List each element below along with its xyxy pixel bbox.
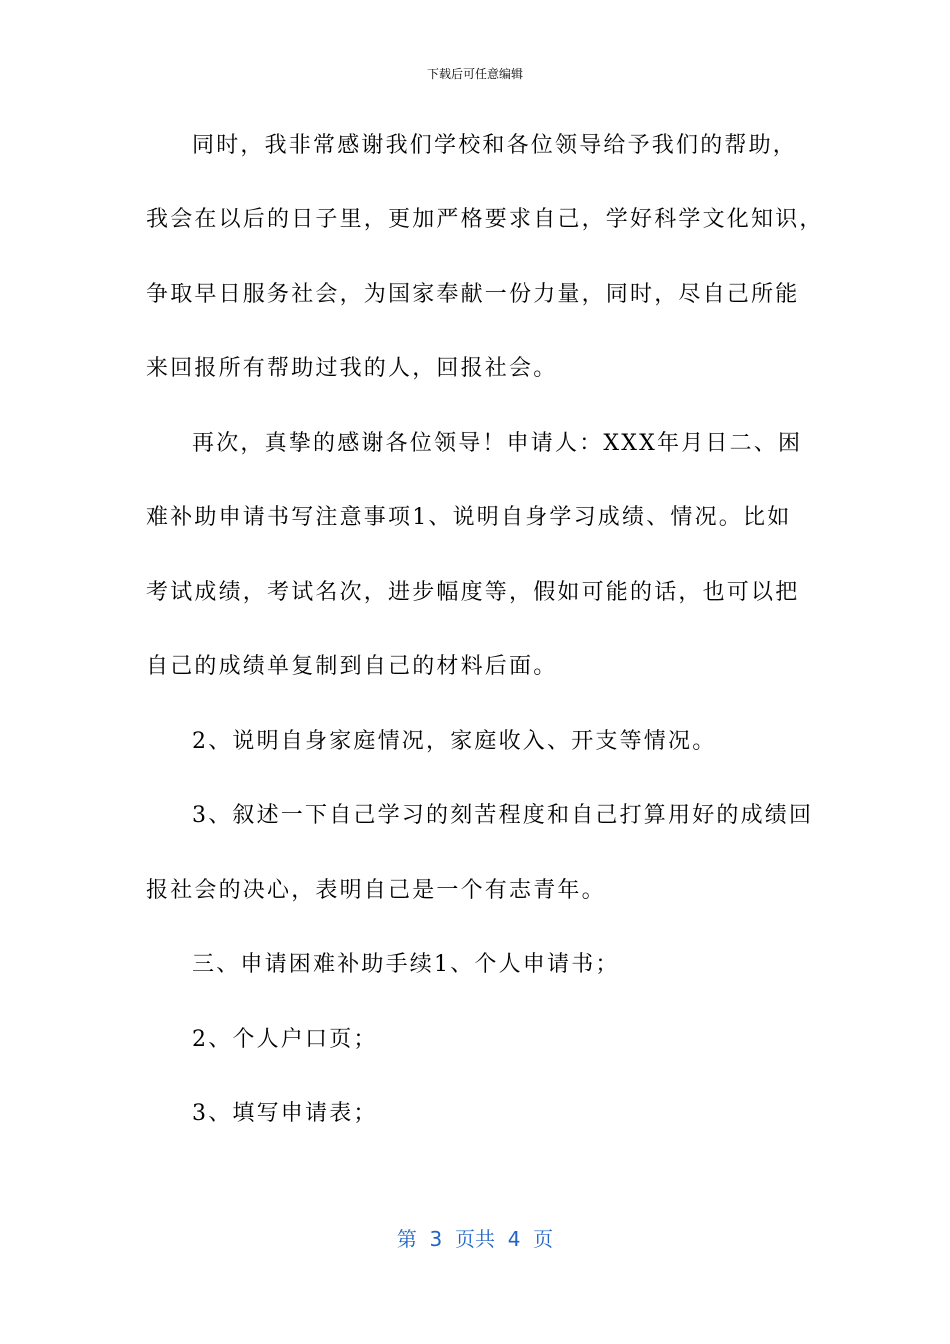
text-line: 2、说明自身家庭情况，家庭收入、开支等情况。 [192,729,717,754]
page-header: 下载后可任意编辑 [426,67,523,81]
text-line: 考试成绩，考试名次，进步幅度等，假如可能的话，也可以把 [146,580,800,605]
text-line: 再次，真挚的感谢各位领导！申请人：XXX年月日二、困 [192,431,803,456]
text-line: 报社会的决心，表明自己是一个有志青年。 [146,878,606,903]
page-footer-pagination: 第 3 页共 4 页 [396,1227,554,1251]
text-line: 我会在以后的日子里，更加严格要求自己，学好科学文化知识， [146,207,824,232]
text-line: 难补助申请书写注意事项1、说明自身学习成绩、情况。比如 [146,505,792,530]
text-line: 来回报所有帮助过我的人，回报社会。 [146,356,558,381]
text-line: 同时，我非常感谢我们学校和各位领导给予我们的帮助， [192,133,798,158]
text-line: 自己的成绩单复制到自己的材料后面。 [146,654,558,679]
text-line: 2、个人户口页； [192,1027,378,1052]
text-line: 三、申请困难补助手续1、个人申请书； [192,952,620,977]
text-line: 3、叙述一下自己学习的刻苦程度和自己打算用好的成绩回 [192,803,814,828]
text-line: 争取早日服务社会，为国家奉献一份力量，同时，尽自己所能 [146,282,800,307]
text-line: 3、填写申请表； [192,1101,378,1126]
